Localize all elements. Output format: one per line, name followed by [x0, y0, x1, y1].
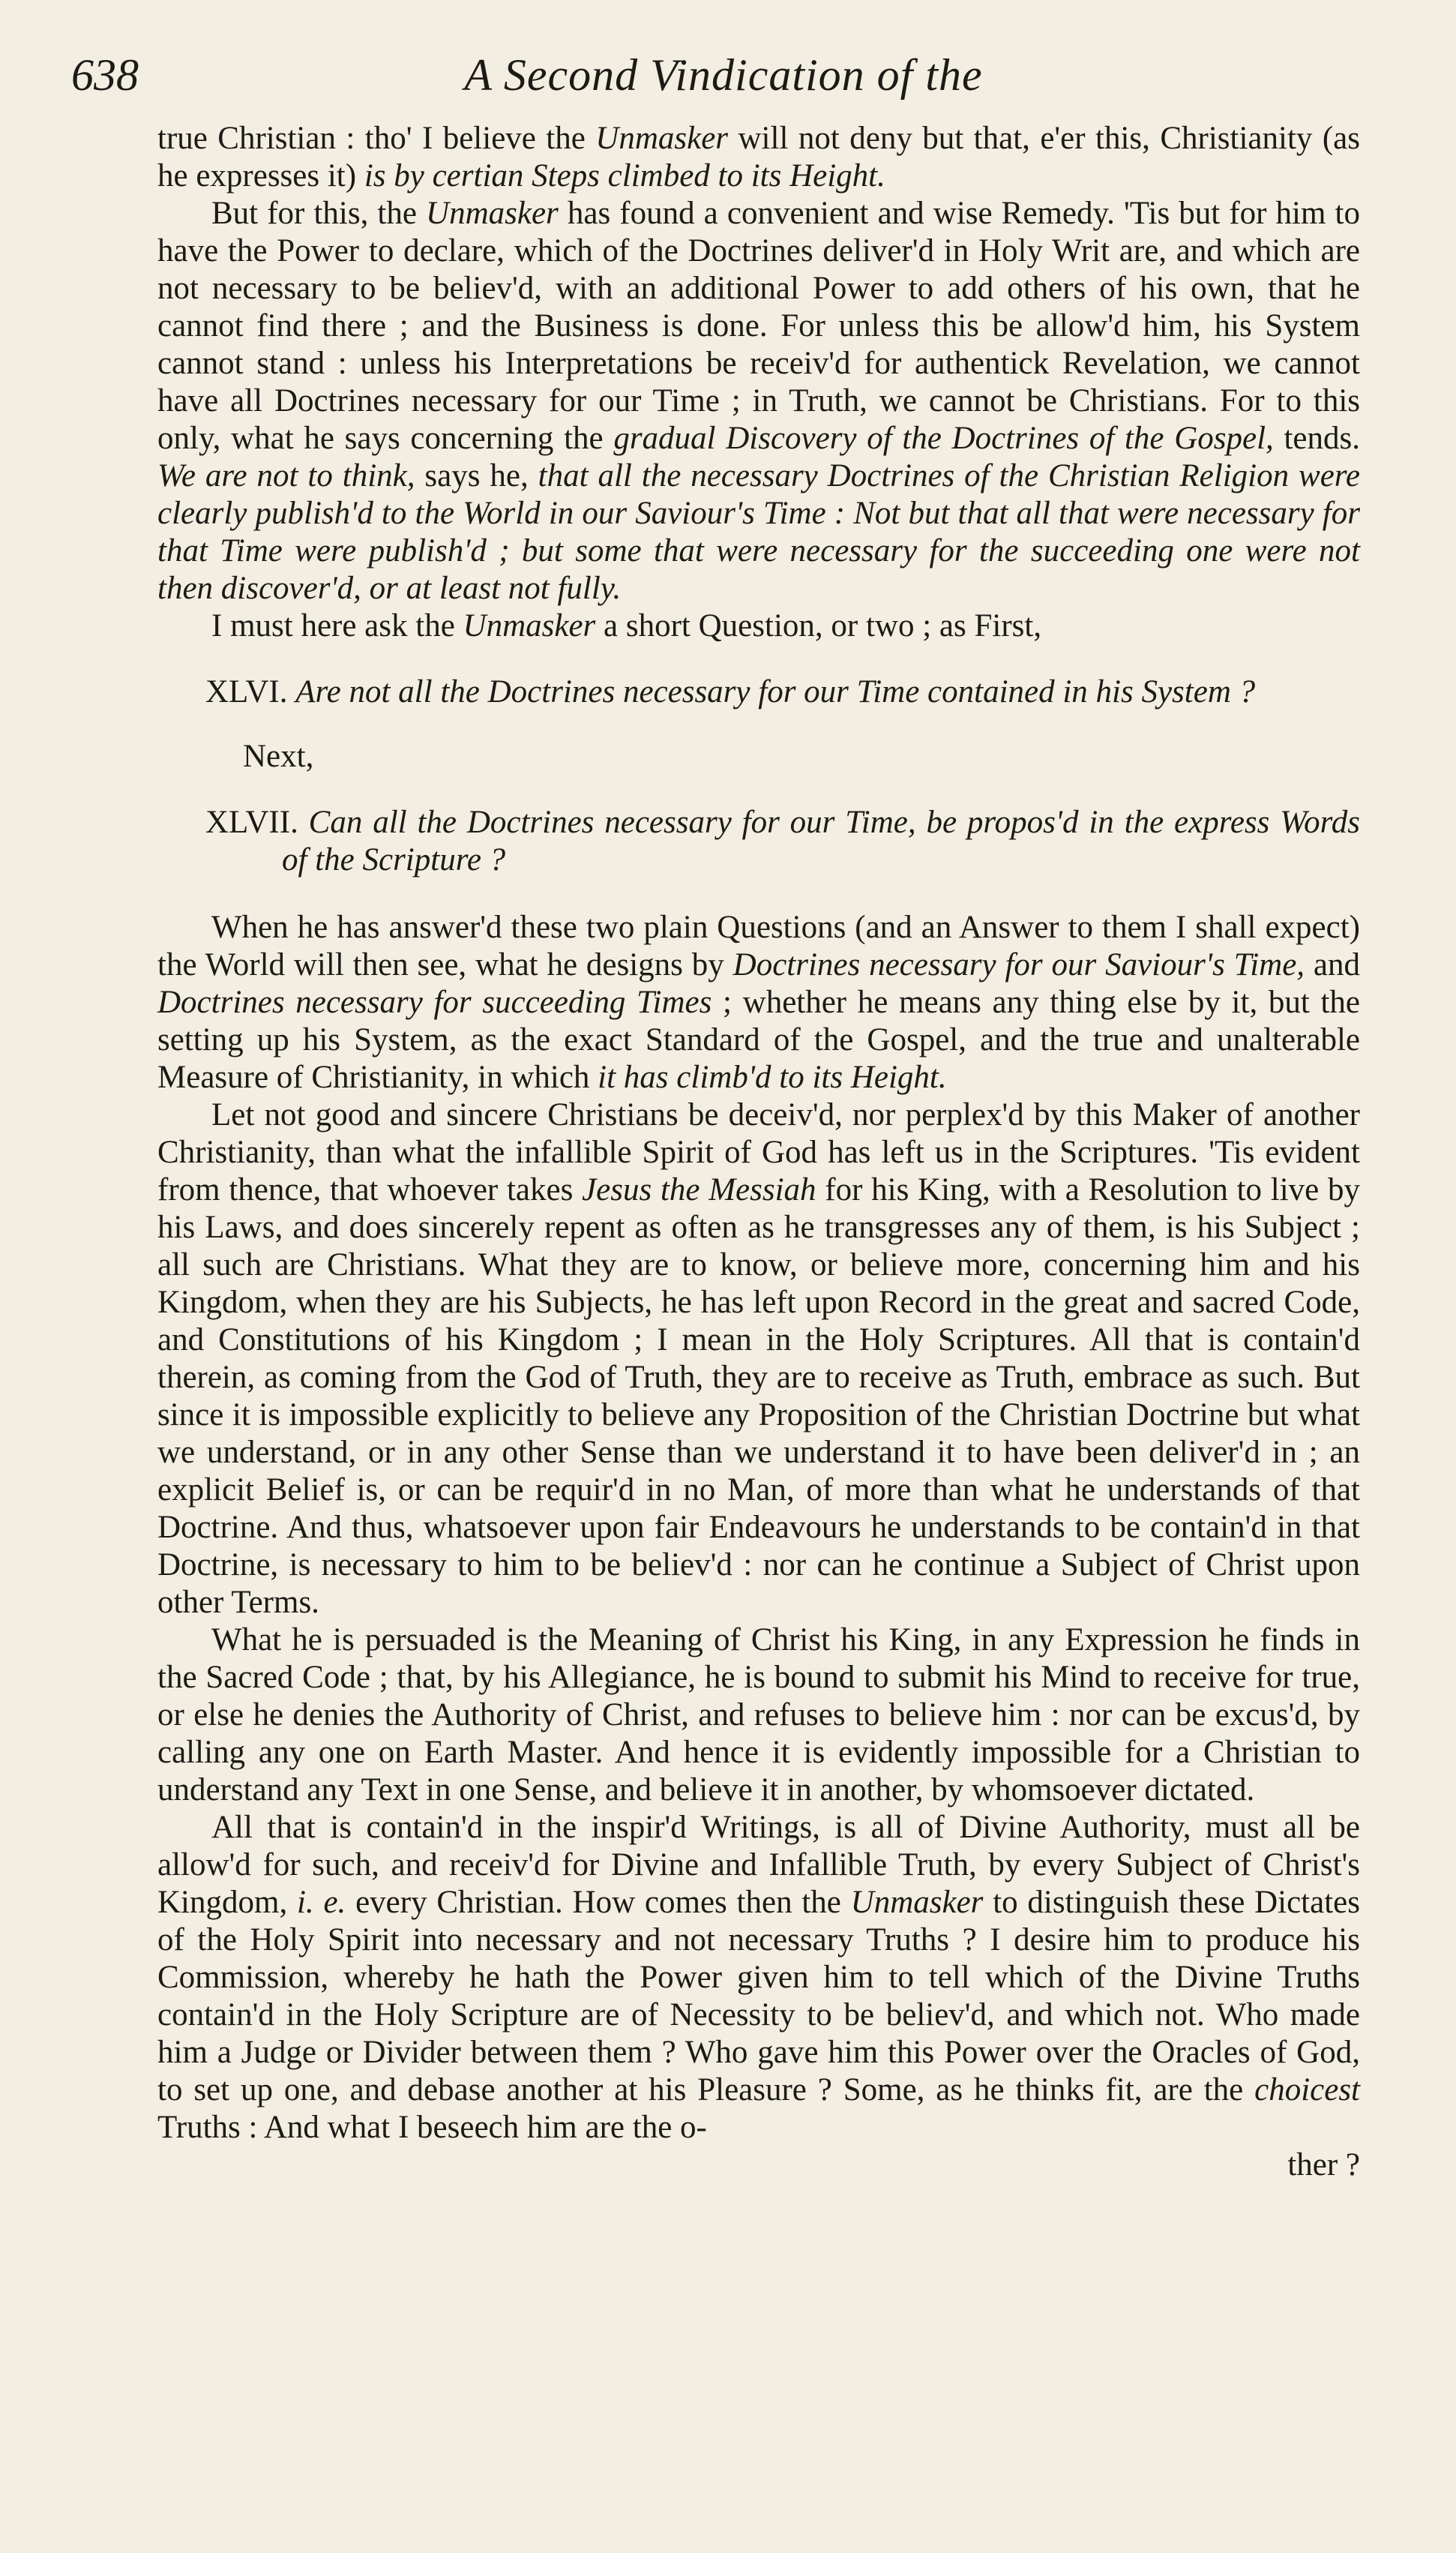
paragraph-5	[157, 1096, 1360, 1622]
question-47	[157, 804, 1360, 879]
text-run: true Christian : tho' I believe the	[157, 121, 596, 156]
paragraph-3	[157, 608, 1360, 645]
question-46	[157, 674, 1360, 711]
text-run: for his King, with a Resolution to live by his Laws, and does sincerely repent as often as he transgresses any of them, is his Subject ; all such are Christians. What they are to know, or believe more, concerning him and his Kingdom, when they are his Subjects, he has left upon Record in the great and sacred Code, and Constitutions of his Kingdom ; I mean in the Holy Scriptures. All that is contain'd therein, as coming from the God of Truth, they are to receive as Truth, embrace as such. But since it is impossible explicitly to believe any Proposition of the Christian Doctrine but what we understand, or in any other Sense than we understand it to have been deliver'd in ; an explicit Belief is, or can be requir'd in no Man, of more than what he understands of that Doctrine. And thus, whatsoever upon fair Endeavours he understands to be contain'd in that Doctrine, is necessary to him to be believ'd : nor can he continue a Subject of Christ upon other Terms.	[157, 1172, 1360, 1620]
text-run: ; whether he means any thing else by it, but the setting up his System, as the exact Standard of the Gospel, and the true and unalterable Measure of Christianity, in which	[157, 985, 1360, 1095]
text-run: When he has answer'd these two plain Questions (and an Answer to them I shall expect) the World will then see, what he designs by	[157, 910, 1360, 982]
text-run: tends.	[1273, 421, 1360, 456]
question-number: XLVI.	[205, 674, 296, 710]
text-run: a short Question, or two ; as First,	[595, 608, 1042, 644]
question-number: XLVII.	[205, 805, 309, 840]
catchword: ther ?	[1287, 2147, 1360, 2182]
italic-run: Jesus the Messiah	[582, 1172, 816, 1208]
text-run: and	[1305, 947, 1360, 982]
question-text: Can all the Doctrines necessary for our Time, be propos'd in the express Words of the Scripture ?	[282, 805, 1360, 878]
italic-run: Unmasker	[463, 608, 596, 644]
italic-run: Unmasker	[426, 196, 559, 231]
italic-run: it has climb'd to its Height.	[598, 1060, 947, 1095]
italic-run: choicest	[1254, 2072, 1360, 2108]
question-text: Are not all the Doctrines necessary for our Time contained in his System ?	[295, 674, 1256, 710]
text-run: I must here ask the	[211, 608, 463, 644]
paragraph-2	[157, 195, 1360, 608]
page-header	[71, 50, 1376, 117]
italic-run: Unmasker	[595, 121, 729, 156]
text-run: says he,	[415, 458, 538, 494]
italic-run: Doctrines necessary for succeeding Times	[157, 985, 712, 1020]
page-number: 638	[71, 50, 139, 100]
paragraph-7	[157, 1809, 1360, 2146]
italic-run: i. e.	[296, 1885, 346, 1920]
text-run: Truths : And what I beseech him are the o-	[157, 2110, 707, 2145]
italic-run: Unmasker	[850, 1885, 984, 1920]
text-run: has found a convenient and wise Remedy. 'Tis but for him to have the Power to declare, which of the Doctrines deliver'd in Holy Writ are, and which are not necessary to be believ'd, with an additional Power to add others of his own, that he cannot find there ; and the Business is done. For unless this be allow'd him, his System cannot stand : unless his Interpretations be receiv'd for authentick Revelation, we cannot have all Doctrines necessary for our Time ; in Truth, we cannot be Christians. For to this only, what he says concerning the	[157, 196, 1360, 456]
text-run: to distinguish these Dictates of the Holy Spirit into necessary and not necessary Truths ? I desire him to produce his Commission, whereby he hath the Power given him to tell which of the Divine Truths contain'd in the Holy Scripture are of Necessity to be believ'd, and which not. Who made him a Judge or Divider between them ? Who gave him this Power over the Oracles of God, to set up one, and debase another at his Pleasure ? Some, as he thinks fit, are the	[157, 1885, 1360, 2108]
page-body	[157, 120, 1360, 2184]
italic-run: is by certian Steps climbed to its Height.	[364, 158, 885, 194]
paragraph-4	[157, 909, 1360, 1096]
italic-run: Doctrines necessary for our Saviour's Time,	[732, 947, 1305, 982]
text-run: Let not good and sincere Christians be deceiv'd, nor perplex'd by this Maker of another Christianity, than what the infallible Spirit of God has left us in the Scriptures. 'Tis evident from thence, that whoever takes	[157, 1097, 1360, 1208]
text-run: But for this, the	[211, 196, 427, 231]
next-label: Next,	[243, 739, 314, 774]
text-run: will not deny but that, e'er this, Christianity (as he expresses it)	[157, 121, 1360, 194]
italic-run: We are not to think,	[157, 458, 415, 494]
running-title: A Second Vindication of the	[464, 50, 983, 100]
text-run: every Christian. How comes then the	[346, 1885, 851, 1920]
text-run: All that is contain'd in the inspir'd Writings, is all of Divine Authority, must all be allow'd for such, and receiv'd for Divine and Infallible Truth, by every Subject of Christ's Kingdom,	[157, 1810, 1360, 1920]
paragraph-6: What he is persuaded is the Meaning of Christ his King, in any Expression he finds in the Sacred Code ; that, by his Allegiance, he is bound to submit his Mind to receive for true, or else he denies the Authority of Christ, and refuses to believe him : nor can be excus'd, by calling any one on Earth Master. And hence it is evidently impossible for a Christian to understand any Text in one Sense, and believe it in another, by whomsoever dictated.	[157, 1622, 1360, 1808]
paragraph-1	[157, 120, 1360, 195]
italic-run: that all the necessary Doctrines of the Christian Religion were clearly publish'd to the World in our Saviour's Time : Not but that all that were necessary for that Time were publish'd ; but some that were necessary for the succeeding one were not then discover'd, or at least not fully.	[157, 458, 1360, 606]
italic-run: gradual Discovery of the Doctrines of the Gospel,	[613, 421, 1274, 456]
